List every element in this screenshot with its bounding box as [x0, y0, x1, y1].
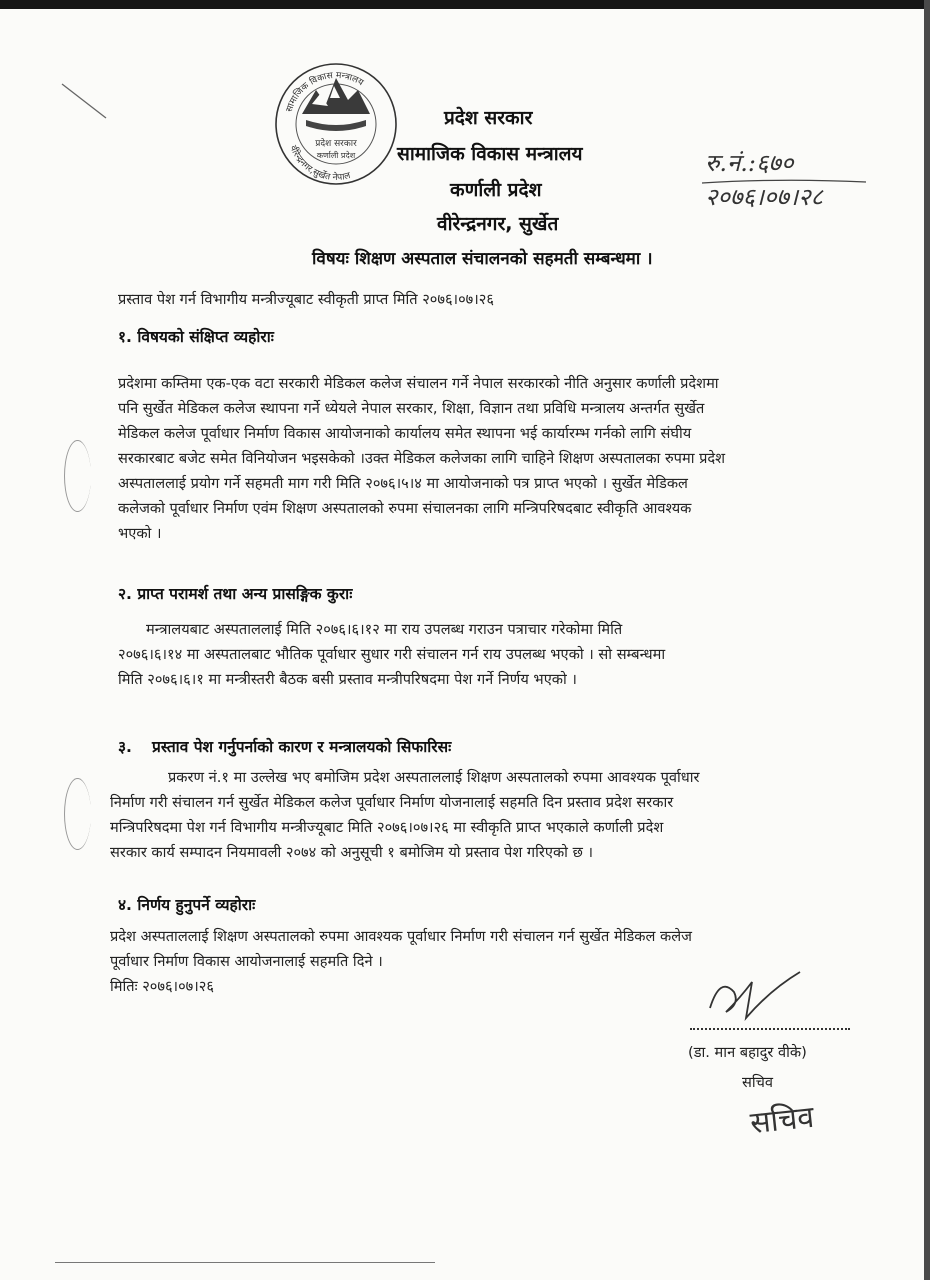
- section-1-line: अस्पताललाई प्रयोग गर्ने सहमती माग गरी मिति २०७६।५।४ मा आयोजनाको पत्र प्राप्त भएको । सुर्खेत मेडिकल: [118, 475, 688, 492]
- handwritten-underline: [700, 178, 870, 186]
- signature-scribble: [700, 968, 810, 1028]
- section-1-line: मेडिकल कलेज पूर्वाधार निर्माण विकास आयोजनाको कार्यालय समेत स्थापना भई कार्यारम्भ गर्नको लागि संघीय: [118, 425, 692, 442]
- section-1-line: भएको ।: [118, 525, 162, 542]
- signature-dotted-line: [690, 1028, 850, 1030]
- punch-hole-mark: [64, 778, 91, 850]
- section-2-heading: २. प्राप्त परामर्श तथा अन्य प्रासङ्गिक कुराः: [118, 585, 353, 603]
- header-province: कर्णाली प्रदेश: [450, 179, 542, 201]
- handwritten-registration-date: २०७६।०७।२८: [705, 183, 824, 211]
- section-3-line: निर्माण गरी संचालन गर्न सुर्खेत मेडिकल कलेज पूर्वाधार निर्माण योजनालाई सहमति दिन प्रस्ताव प्रदेश सरकार: [110, 794, 674, 811]
- emblem-province-text: कर्णाली प्रदेश: [316, 151, 356, 160]
- section-2-body: [118, 617, 888, 692]
- scan-scratch: [60, 82, 110, 122]
- section-4-line: पूर्वाधार निर्माण विकास आयोजनालाई सहमति दिने ।: [110, 953, 383, 970]
- approval-line: प्रस्ताव पेश गर्न विभागीय मन्त्रीज्यूबाट स्वीकृती प्राप्त मिति २०७६।०७।२६: [118, 291, 494, 308]
- section-3-heading: प्रस्ताव पेश गर्नुपर्नाको कारण र मन्त्रालयको सिफारिसः: [152, 738, 452, 756]
- header-ministry: सामाजिक विकास मन्त्रालय: [397, 143, 583, 165]
- section-1-body: [118, 371, 886, 546]
- section-1-line: प्रदेशमा कम्तिमा एक-एक वटा सरकारी मेडिकल कलेज संचालन गर्ने नेपाल सरकारको नीति अनुसार कर्णाली प्रदेशमा: [118, 375, 719, 392]
- section-4-heading: ४. निर्णय हुनुपर्ने व्यहोराः: [118, 896, 256, 914]
- header-government: प्रदेश सरकार: [444, 107, 533, 129]
- scan-border-right: [924, 0, 930, 1280]
- section-3-body: [110, 765, 886, 865]
- section-2-line: मिति २०७६।६।१ मा मन्त्रीस्तरी बैठक बसी प्रस्ताव मन्त्रीपरिषदमा पेश गर्ने निर्णय भएको ।: [118, 671, 577, 688]
- section-2-line: २०७६।६।१४ मा अस्पतालबाट भौतिक पूर्वाधार सुधार गरी संचालन गर्न राय उपलब्ध भएको । सो सम्बन्धमा: [118, 646, 666, 663]
- emblem-inner-text: प्रदेश सरकार: [315, 139, 357, 149]
- scan-border-top: [0, 0, 930, 9]
- secretary-stamp: सचिव: [748, 1099, 816, 1142]
- emblem-arc-text: सामाजिक विकास मन्त्रालय: [284, 70, 365, 114]
- section-1-line: पनि सुर्खेत मेडिकल कलेज स्थापना गर्ने ध्येयले नेपाल सरकार, शिक्षा, विज्ञान तथा प्रविधि मन्त्रालय अन्तर्गत सुर्खेत: [118, 400, 705, 417]
- header-city: वीरेन्द्रनगर, सुर्खेत: [437, 213, 559, 235]
- decision-date: मितिः २०७६।०७।२६: [110, 978, 214, 995]
- handwritten-reference-number: रु.नं.:६७०: [705, 149, 794, 177]
- section-3-number: ३.: [118, 738, 132, 756]
- section-4-body: [110, 924, 886, 974]
- section-3-line: प्रकरण नं.१ मा उल्लेख भए बमोजिम प्रदेश अस्पताललाई शिक्षण अस्पतालको रुपमा आवश्यक पूर्वाधार: [168, 769, 700, 786]
- section-2-line: मन्त्रालयबाट अस्पताललाई मिति २०७६।६।१२ मा राय उपलब्ध गराउन पत्राचार गरेकोमा मिति: [146, 621, 623, 638]
- signatory-title: सचिव: [742, 1074, 774, 1091]
- section-4-line: प्रदेश अस्पताललाई शिक्षण अस्पतालको रुपमा आवश्यक पूर्वाधार निर्माण गरी संचालन गर्न सुर्खेत मेडिकल कलेज: [110, 928, 692, 945]
- government-emblem-seal: [272, 60, 400, 188]
- section-1-heading: १. विषयको संक्षिप्त व्यहोराः: [118, 328, 274, 346]
- section-1-line: कलेजको पूर्वाधार निर्माण एवंम शिक्षण अस्पतालको रुपमा संचालनका लागि मन्त्रिपरिषदबाट स्वीकृति आवश्यक: [118, 500, 692, 517]
- signatory-name: (डा. मान बहादुर वीके): [688, 1044, 807, 1061]
- subject-line: विषयः शिक्षण अस्पताल संचालनको सहमती सम्बन्धमा ।: [312, 249, 653, 269]
- section-3-line: सरकार कार्य सम्पादन नियमावली २०७४ को अनुसूची १ बमोजिम यो प्रस्ताव पेश गरिएको छ ।: [110, 844, 593, 861]
- punch-hole-mark: [64, 440, 91, 512]
- section-1-line: सरकारबाट बजेट समेत विनियोजन भइसकेको ।उक्त मेडिकल कलेजका लागि चाहिने शिक्षण अस्पतालका रुपमा प्रदेश: [118, 450, 726, 467]
- emblem-bottom-text: वीरेन्द्रनगर,सुर्खेत नेपाल: [287, 144, 352, 184]
- section-3-line: मन्त्रिपरिषदमा पेश गर्न विभागीय मन्त्रीज्यूबाट मिति २०७६।०७।२६ मा स्वीकृति प्राप्त भएकाले कर्णाली प्रदेश: [110, 819, 664, 836]
- scan-artifact-line: [55, 1262, 435, 1263]
